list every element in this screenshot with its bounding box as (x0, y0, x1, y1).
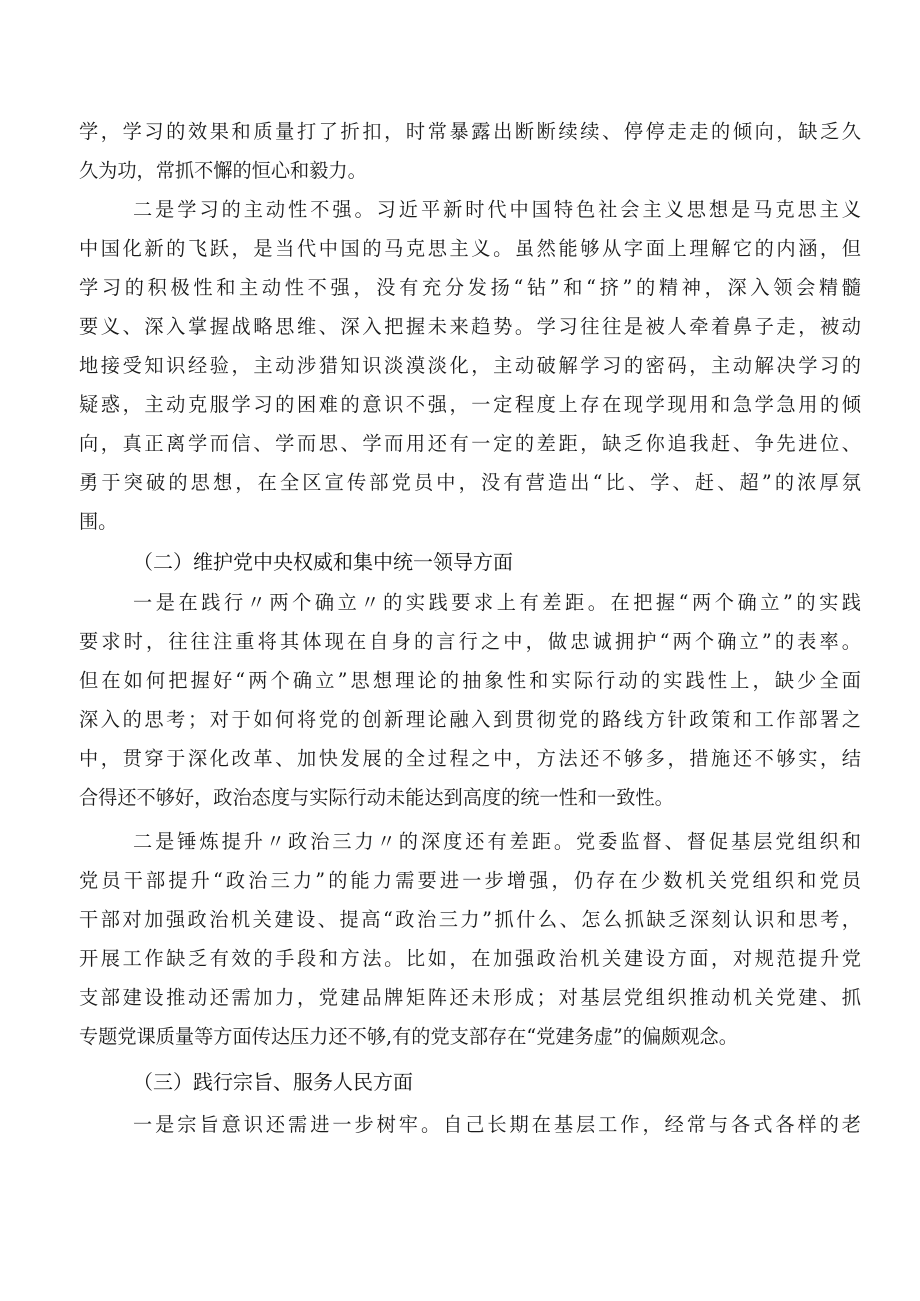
text-line: 合得还不够好，政治态度与实际行动未能达到高度的统一性和一致性。 (79, 786, 674, 809)
text-line: 党员干部提升“政治三力”的能力需要进一步增强，仍存在少数机关党组织和党员 (79, 869, 861, 892)
text-line: 要求时，往往注重将其体现在自身的言行之中，做忠诚拥护“两个确立”的表率。 (79, 630, 861, 653)
text-line: 支部建设推动还需加力，党建品牌矩阵还未形成；对基层党组织推动机关党建、抓 (79, 986, 861, 1009)
text-line: 向，真正离学而信、学而思、学而用还有一定的差距，缺乏你追我赶、争先进位、 (79, 432, 861, 455)
paragraph-first-line: 一是在践行〃两个确立〃的实践要求上有差距。在把握“两个确立”的实践 (133, 591, 861, 614)
text-line: 疑惑，主动克服学习的困难的意识不强，一定程度上存在现学现用和急学急用的倾 (79, 393, 861, 416)
section-heading: （三）践行宗旨、服务人民方面 (133, 1070, 413, 1094)
paragraph-first-line: 一是宗旨意识还需进一步树牢。自己长期在基层工作，经常与各式各样的老 (133, 1113, 861, 1136)
text-line: 学，学习的效果和质量打了折扣，时常暴露出断断续续、停停走走的倾向，缺乏久 (79, 120, 861, 143)
text-line: 久为功，常抓不懈的恒心和毅力。 (79, 159, 367, 182)
text-line: 但在如何把握好“两个确立”思想理论的抽象性和实际行动的实践性上，缺少全面 (79, 669, 861, 692)
text-line: 学习的积极性和主动性不强，没有充分发扬“钻”和“挤”的精神，深入领会精髓 (79, 276, 861, 299)
paragraph-first-line: 二是学习的主动性不强。习近平新时代中国特色社会主义思想是马克思主义 (133, 198, 861, 221)
text-line: 开展工作缺乏有效的手段和方法。比如，在加强政治机关建设方面，对规范提升党 (79, 947, 861, 970)
text-line: 地接受知识经验，主动涉猎知识淡漠淡化，主动破解学习的密码，主动解决学习的 (79, 354, 861, 377)
text-line: 专题党课质量等方面传达压力还不够,有的党支部存在“党建务虚”的偏颇观念。 (79, 1025, 738, 1048)
text-line: 中国化新的飞跃，是当代中国的马克思主义。虽然能够从字面上理解它的内涵，但 (79, 237, 861, 260)
text-line: 要义、深入掌握战略思维、深入把握未来趋势。学习往往是被人牵着鼻子走，被动 (79, 315, 861, 338)
text-line: 中，贯穿于深化改革、加快发展的全过程之中，方法还不够多，措施还不够实，结 (79, 747, 861, 770)
text-line: 围。 (79, 510, 118, 533)
paragraph-first-line: 二是锤炼提升〃政治三力〃的深度还有差距。党委监督、督促基层党组织和 (133, 830, 861, 853)
text-line: 干部对加强政治机关建设、提高“政治三力”抓什么、怎么抓缺乏深刻认识和思考， (79, 908, 861, 931)
section-heading: （二）维护党中央权威和集中统一领导方面 (133, 550, 513, 574)
text-line: 深入的思考；对于如何将党的创新理论融入到贯彻党的路线方针政策和工作部署之 (79, 708, 861, 731)
text-line: 勇于突破的思想，在全区宣传部党员中，没有营造出“比、学、赶、超”的浓厚氛 (79, 471, 861, 494)
